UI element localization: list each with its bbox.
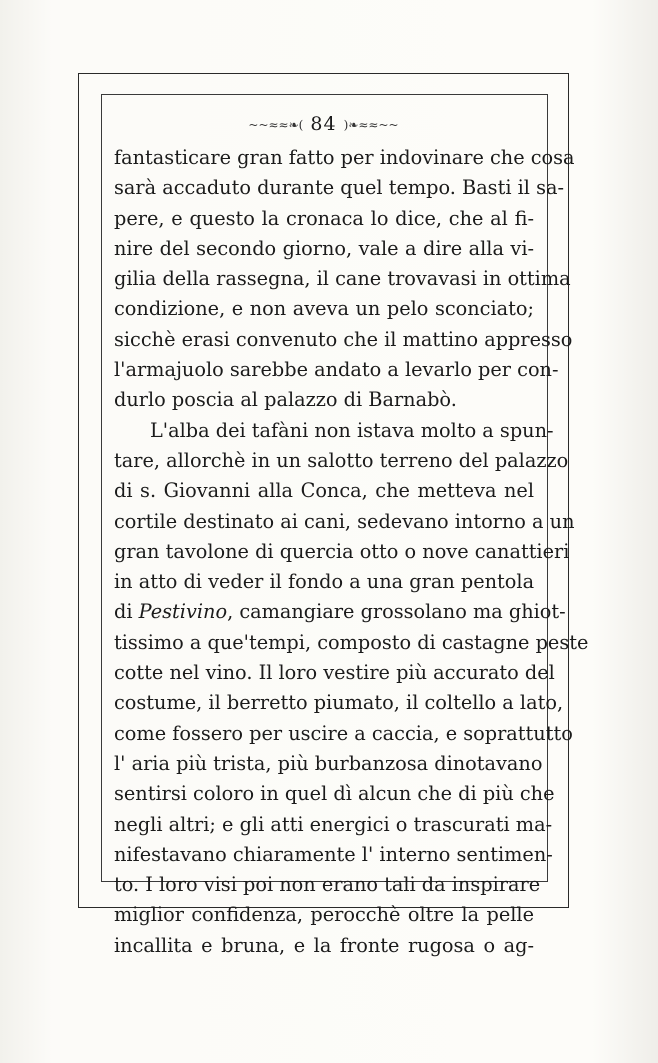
text-line: l'armajuolo sarebbe andato a levarlo per con-	[114, 358, 559, 382]
text-line: gran tavolone di quercia otto o nove canattieri	[114, 539, 570, 563]
text-line: in atto di veder il fondo a una gran pentola	[114, 570, 535, 594]
text-line: miglior confidenza, perocchè oltre la pelle	[114, 903, 534, 927]
paragraph-start-line: L'alba dei tafàni non istava molto a spun-	[150, 418, 554, 442]
italic-term: Pestivino	[138, 600, 228, 624]
text-line: nire del secondo giorno, vale a dire alla vi-	[114, 236, 534, 260]
text-line: cortile destinato ai cani, sedevano intorno a un	[114, 509, 575, 533]
text-line-with-italic	[114, 597, 566, 627]
page-number: 84	[310, 113, 337, 135]
text-line: to. I loro visi poi non erano tali da inspirare	[114, 873, 541, 897]
text-line: l' aria più trista, più burbanzosa dinotavano	[114, 751, 543, 775]
page-number-header	[101, 112, 546, 137]
body-text	[114, 143, 589, 961]
text-line: tare, allorchè in un salotto terreno del palazzo	[114, 448, 569, 472]
text-line: come fossero per uscire a caccia, e soprattutto	[114, 721, 573, 745]
text-line: fantasticare gran fatto per indovinare che cosa	[114, 146, 575, 169]
text-line: tissimo a que'tempi, composto di castagne peste	[114, 630, 589, 654]
text-line: gilia della rassegna, il cane trovavasi in ottima	[114, 267, 571, 291]
text-line: negli altri; e gli atti energici o trascurati ma-	[114, 812, 553, 836]
text-line: sicchè erasi convenuto che il mattino appresso	[114, 327, 573, 351]
text-line: sarà accaduto durante quel tempo. Basti il sa-	[114, 176, 564, 200]
text-line: condizione, e non aveva un pelo sconciato;	[114, 297, 534, 321]
text-line: nifestavano chiaramente l' interno sentimen-	[114, 842, 553, 866]
text-line: costume, il berretto piumato, il coltello a lato,	[114, 691, 564, 715]
text-segment: di	[114, 600, 139, 624]
text-line: sentirsi coloro in quel dì alcun che di più che	[114, 782, 555, 806]
text-line: durlo poscia al palazzo di Barnabò.	[114, 388, 457, 412]
text-line: di s. Giovanni alla Conca, che metteva nel	[114, 479, 534, 503]
text-line: incallita e bruna, e la fronte rugosa o ag-	[114, 933, 534, 957]
text-line: cotte nel vino. Il loro vestire più accurato del	[114, 661, 555, 685]
left-ornament: ~~≈≈❧(	[248, 118, 304, 132]
text-segment: , camangiare grossolano ma ghiot-	[227, 600, 566, 624]
text-line: pere, e questo la cronaca lo dice, che al fi-	[114, 206, 534, 230]
right-ornament: )❧≈≈~~	[343, 118, 399, 132]
